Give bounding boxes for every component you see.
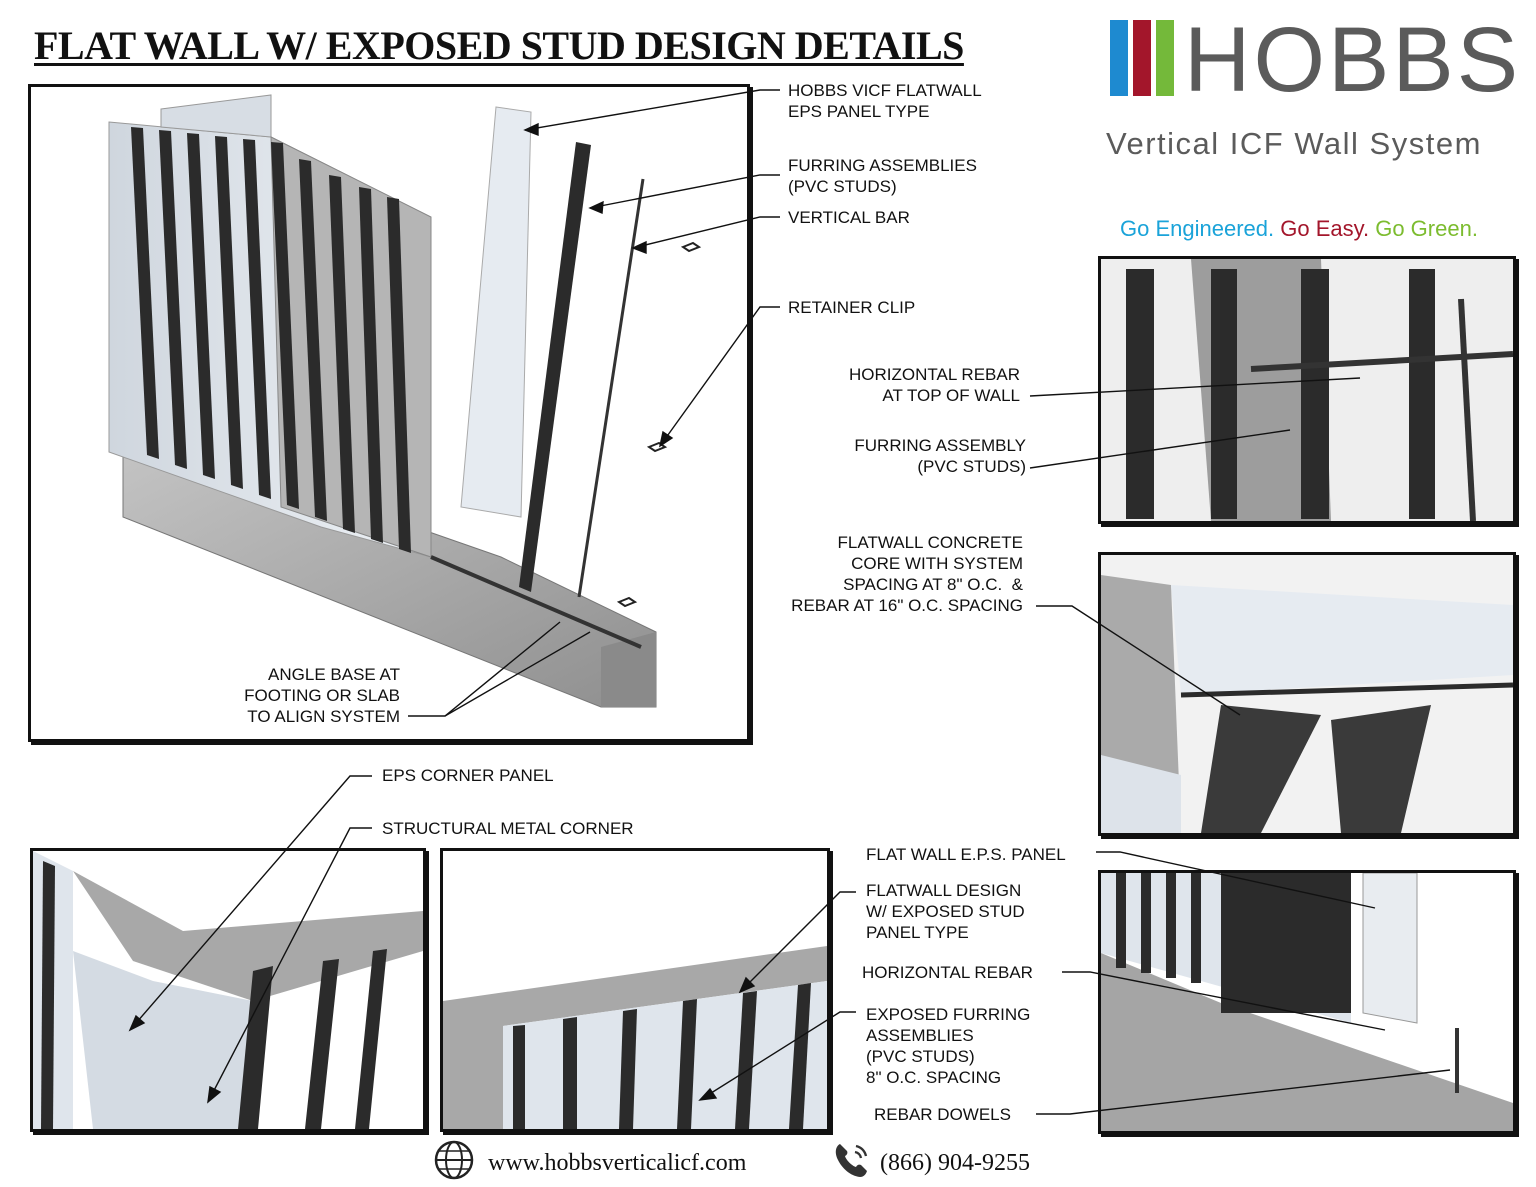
callout-rebar-dowels: REBAR DOWELS <box>874 1105 1011 1124</box>
callout-exposed-furring: EXPOSED FURRING ASSEMBLIES (PVC STUDS) 8" O.C. SPACING <box>866 1005 1031 1087</box>
callout-concrete-core: FLATWALL CONCRETE CORE WITH SYSTEM SPACING AT 8" O.C. & REBAR AT 16" O.C. SPACING <box>791 533 1023 615</box>
brand-tagline <box>1120 216 1478 242</box>
detail-flatwall-panel <box>440 848 830 1132</box>
detail-footing-dowels <box>1098 870 1516 1134</box>
logo-color-bars-icon <box>1110 20 1174 96</box>
callout-flat-wall-eps-panel: FLAT WALL E.P.S. PANEL <box>866 845 1066 864</box>
detail-horizontal-rebar <box>1098 256 1516 524</box>
phone-icon <box>832 1140 872 1180</box>
tagline-easy: Go Easy. <box>1280 216 1370 241</box>
callout-structural-metal-corner: STRUCTURAL METAL CORNER <box>382 819 634 838</box>
detail-concrete-core <box>1098 552 1516 836</box>
callout-retainer-clip: RETAINER CLIP <box>788 298 916 317</box>
callout-vertical-bar: VERTICAL BAR <box>788 208 910 227</box>
tagline-engineered: Go Engineered. <box>1120 216 1275 241</box>
vertical-bar <box>579 179 643 597</box>
footer-website-link[interactable]: www.hobbsverticalicf.com <box>488 1150 747 1176</box>
retainer-clips <box>619 243 699 606</box>
exploded-wall-illustration <box>31 87 747 739</box>
callout-flatwall-design: FLATWALL DESIGN W/ EXPOSED STUD PANEL TYPE <box>866 881 1025 942</box>
furring-exploded <box>519 142 591 592</box>
brand-subtitle: Vertical ICF Wall System <box>1106 126 1482 161</box>
detail-eps-corner <box>30 848 426 1132</box>
eps-panel-exploded <box>461 107 531 517</box>
page-title: FLAT WALL W/ EXPOSED STUD DESIGN DETAILS <box>34 23 964 68</box>
callout-panel-type: HOBBS VICF FLATWALL EPS PANEL TYPE <box>788 81 982 121</box>
callout-angle-base: ANGLE BASE AT FOOTING OR SLAB TO ALIGN SYSTEM <box>244 665 400 726</box>
callout-furring-assemblies: FURRING ASSEMBLIES (PVC STUDS) <box>788 156 977 196</box>
footer-phone-number[interactable]: (866) 904-9255 <box>880 1150 1030 1176</box>
callout-eps-corner-panel: EPS CORNER PANEL <box>382 766 554 785</box>
brand-name: HOBBS <box>1184 9 1522 111</box>
main-exploded-detail <box>28 84 750 742</box>
tagline-green: Go Green. <box>1375 216 1478 241</box>
callout-horizontal-rebar: HORIZONTAL REBAR <box>862 963 1033 982</box>
callout-furring-assembly: FURRING ASSEMBLY (PVC STUDS) <box>854 436 1026 476</box>
globe-icon <box>434 1140 474 1180</box>
callout-horizontal-rebar-top: HORIZONTAL REBAR AT TOP OF WALL <box>849 365 1020 405</box>
